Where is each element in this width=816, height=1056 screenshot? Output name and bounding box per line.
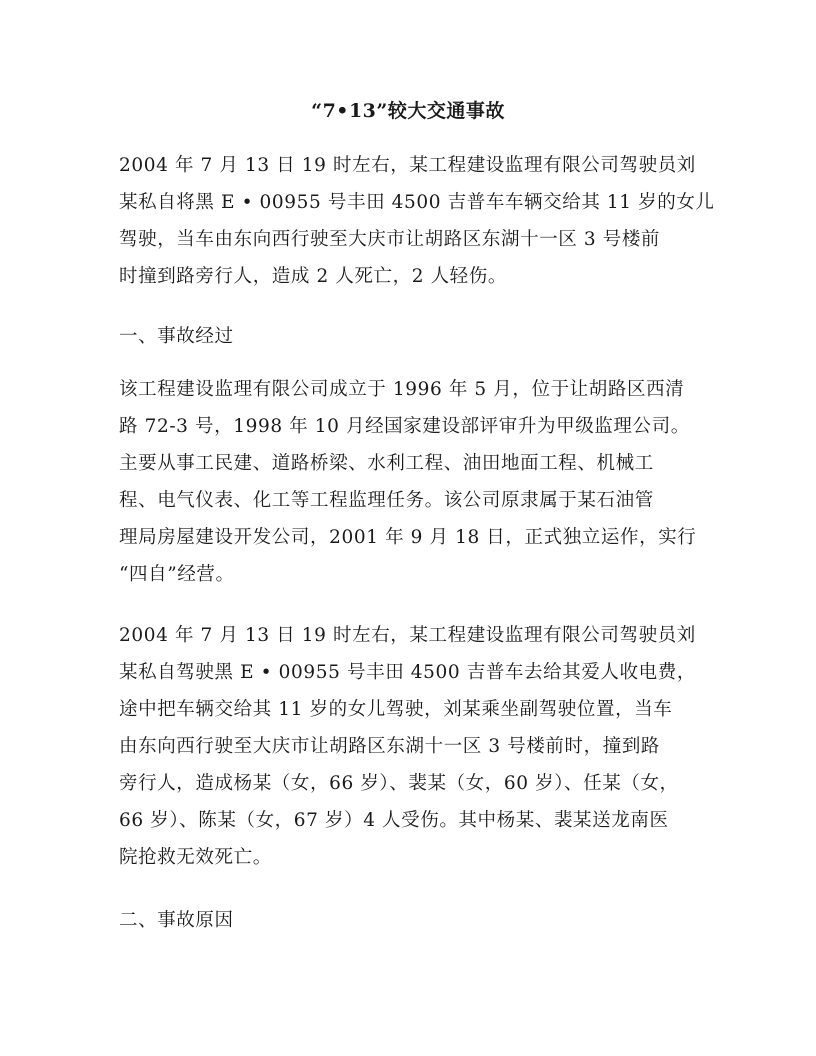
text-line: 由东向西行驶至大庆市让胡路区东湖十一区 3 号楼前时，撞到路 xyxy=(119,736,661,757)
text-line: 某私自将黑 E • 00955 号丰田 4500 吉普车车辆交给其 11 岁的女儿 xyxy=(119,192,715,213)
company-paragraph xyxy=(119,371,719,593)
text-line: “四自”经营。 xyxy=(119,564,235,585)
text-line: 66 岁）、陈某（女，67 岁）4 人受伤。其中杨某、裴某送龙南医 xyxy=(119,810,669,831)
section-heading-text: 一、事故经过 xyxy=(119,326,234,347)
section-heading-2 xyxy=(119,902,719,939)
text-line: 旁行人，造成杨某（女，66 岁）、裴某（女，60 岁）、任某（女， xyxy=(119,773,679,794)
text-line: 驾驶，当车由东向西行驶至大庆市让胡路区东湖十一区 3 号楼前 xyxy=(119,229,661,250)
text-line: 程、电气仪表、化工等工程监理任务。该公司原隶属于某石油管 xyxy=(119,490,654,511)
text-line: 某私自驾驶黑 E • 00955 号丰田 4500 吉普车去给其爱人收电费， xyxy=(119,662,696,683)
text-line: 理局房屋建设开发公司，2001 年 9 月 18 日，正式独立运作，实行 xyxy=(119,527,697,548)
text-line: 院抢救无效死亡。 xyxy=(119,847,272,868)
text-line: 该工程建设监理有限公司成立于 1996 年 5 月，位于让胡路区西清 xyxy=(119,379,685,400)
text-line: 时撞到路旁行人，造成 2 人死亡，2 人轻伤。 xyxy=(119,266,507,287)
text-line: 主要从事工民建、道路桥梁、水利工程、油田地面工程、机械工 xyxy=(119,453,654,474)
document-title: “7•13”较大交通事故 xyxy=(311,100,505,122)
text-line: 路 72-3 号，1998 年 10 月经国家建设部评审升为甲级监理公司。 xyxy=(119,416,690,437)
section-heading-text: 二、事故原因 xyxy=(119,910,234,931)
text-line: 2004 年 7 月 13 日 19 时左右，某工程建设监理有限公司驾驶员刘 xyxy=(119,625,696,646)
intro-paragraph xyxy=(119,147,719,295)
accident-paragraph xyxy=(119,617,719,876)
text-line: 途中把车辆交给其 11 岁的女儿驾驶，刘某乘坐副驾驶位置，当车 xyxy=(119,699,673,720)
section-heading-1 xyxy=(119,318,719,355)
text-line: 2004 年 7 月 13 日 19 时左右，某工程建设监理有限公司驾驶员刘 xyxy=(119,155,696,176)
